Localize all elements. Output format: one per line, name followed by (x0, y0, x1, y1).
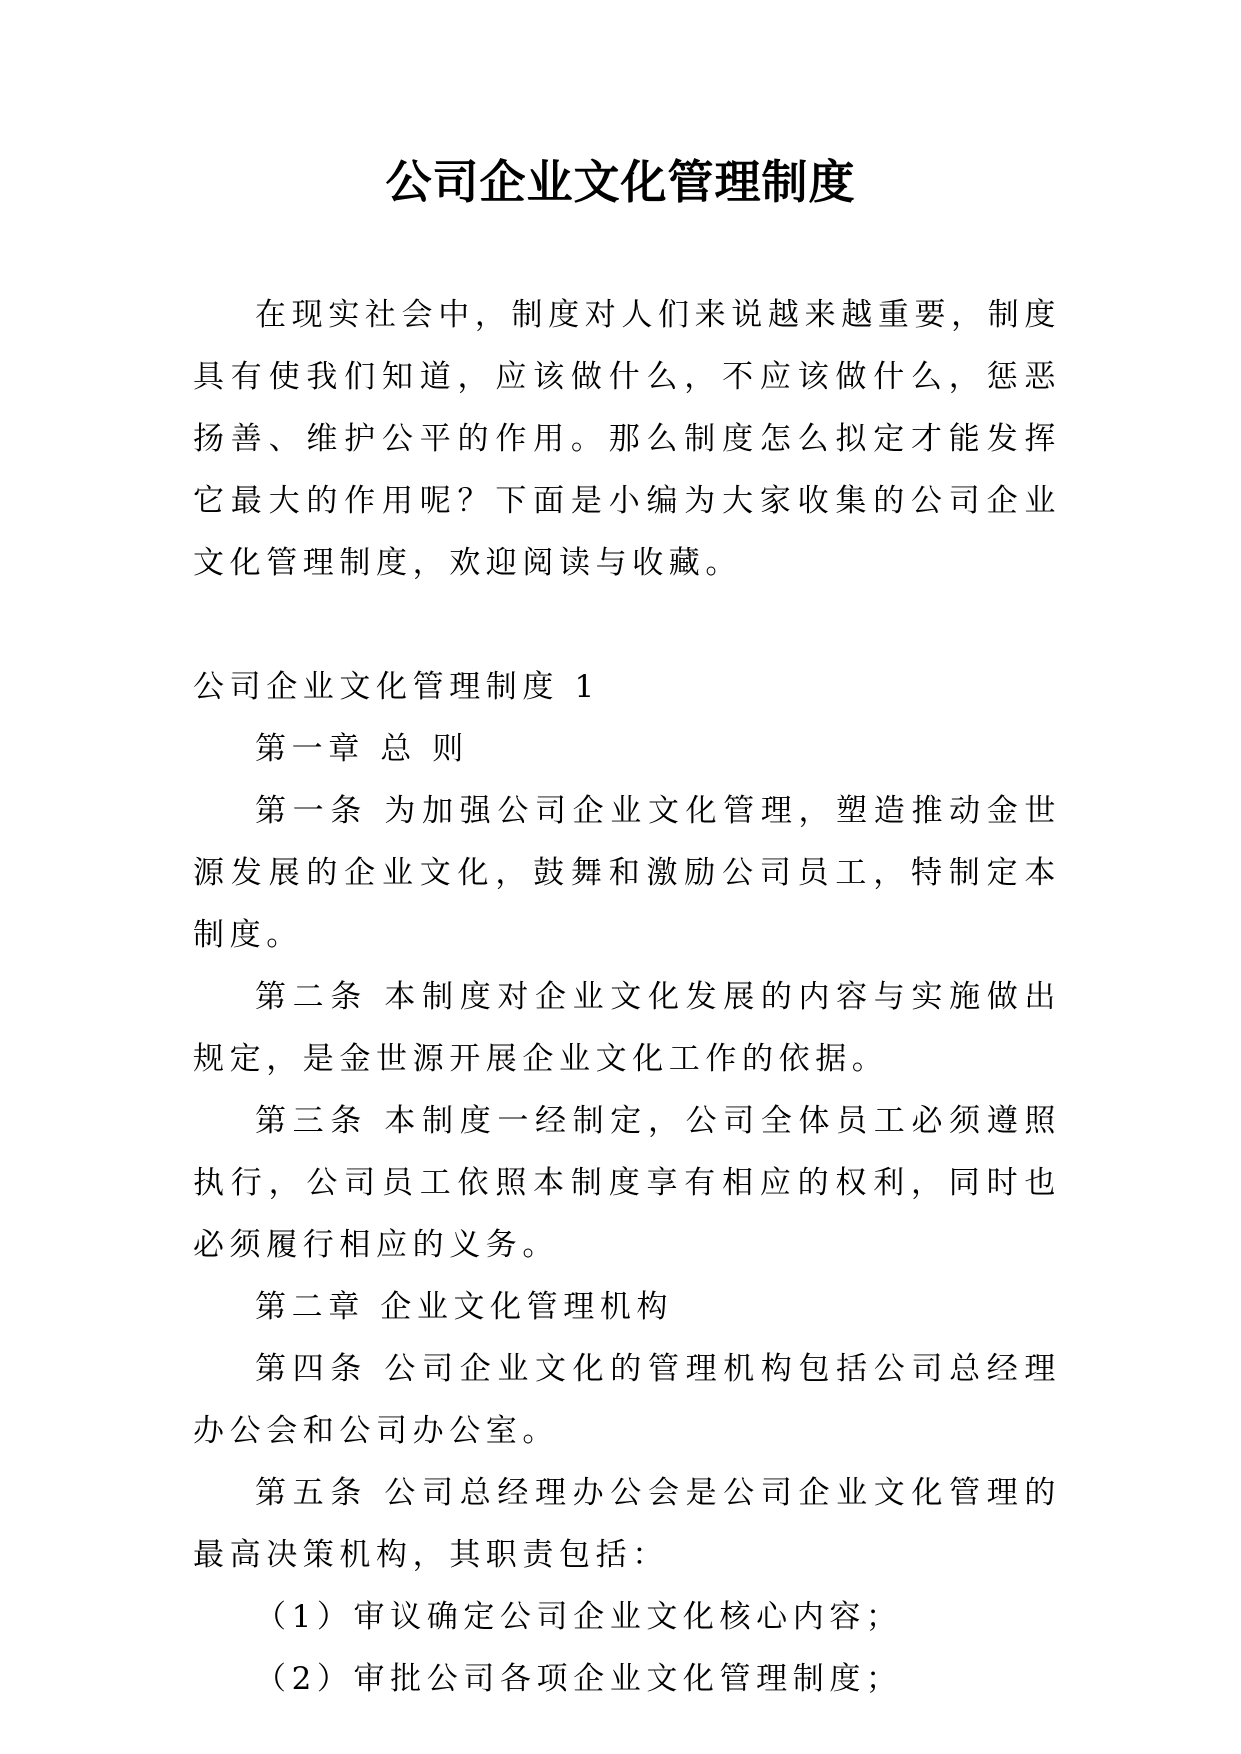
paragraph-spacer (193, 594, 1061, 656)
article-1: 第一条 为加强公司企业文化管理，塑造推动金世源发展的企业文化，鼓舞和激励公司员工，特制定本制度。 (193, 793, 1061, 953)
list-item: （1）审议确定公司企业文化核心内容； (255, 1599, 903, 1635)
chapter-heading-1: 第一章 总 则 (255, 731, 469, 767)
document-title: 公司企业文化管理制度 (385, 155, 856, 209)
article-4: 第四条 公司企业文化的管理机构包括公司总经理办公会和公司办公室。 (193, 1351, 1061, 1449)
article-2: 第二条 本制度对企业文化发展的内容与实施做出规定，是金世源开展企业文化工作的依据。 (193, 979, 1061, 1077)
chapter-heading-2: 第二章 企业文化管理机构 (255, 1289, 674, 1325)
list-item: （2）审批公司各项企业文化管理制度； (255, 1661, 903, 1697)
section-heading: 公司企业文化管理制度 1 (193, 669, 600, 705)
article-5: 第五条 公司总经理办公会是公司企业文化管理的最高决策机构，其职责包括： (193, 1475, 1061, 1573)
article-3: 第三条 本制度一经制定，公司全体员工必须遵照执行，公司员工依照本制度享有相应的权利，同时也必须履行相应的义务。 (193, 1103, 1061, 1263)
document-body (193, 284, 1061, 1710)
intro-paragraph: 在现实社会中，制度对人们来说越来越重要，制度具有使我们知道，应该做什么，不应该做什么，惩恶扬善、维护公平的作用。那么制度怎么拟定才能发挥它最大的作用呢？下面是小编为大家收集的公司企业文化管理制度，欢迎阅读与收藏。 (193, 297, 1061, 581)
